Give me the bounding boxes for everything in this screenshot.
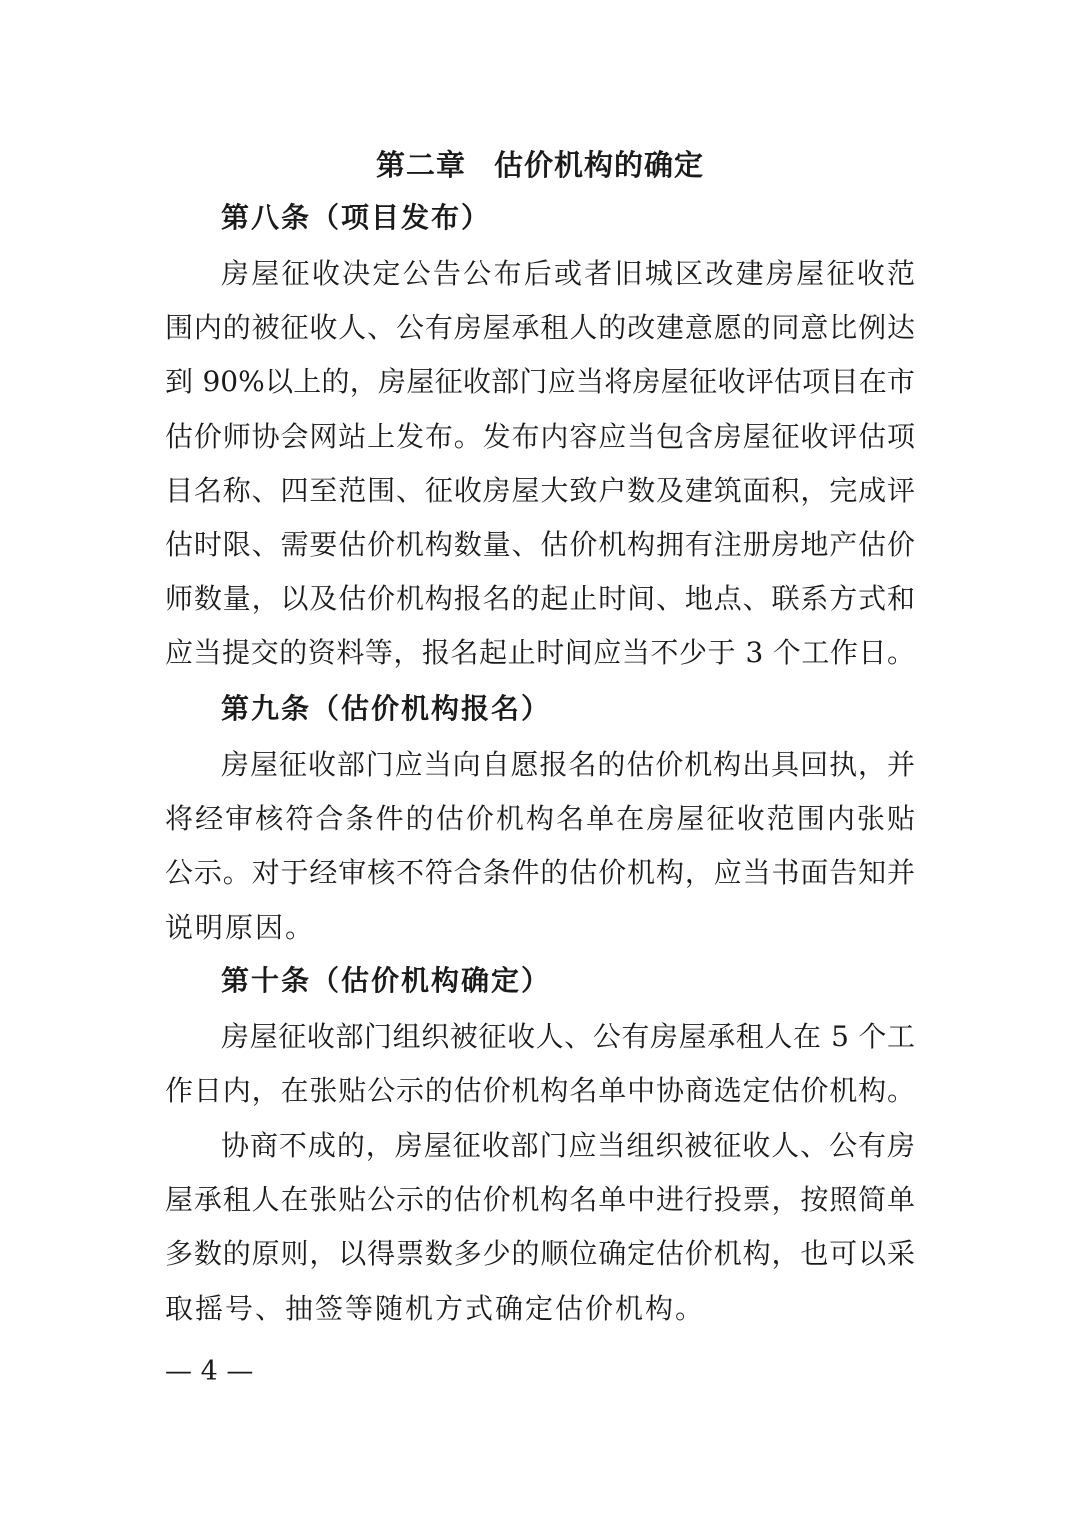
- article-10-line: 作日内，在张贴公示的估价机构名单中协商选定估价机构。: [165, 1074, 915, 1108]
- article-8-line: 估价师协会网站上发布。发布内容应当包含房屋征收评估项: [165, 419, 915, 453]
- article-10-paragraph-1: [165, 1010, 915, 1118]
- chapter-name: 估价机构的确定: [494, 148, 705, 182]
- article-8-line: 房屋征收决定公告公布后或者旧城区改建房屋征收范: [221, 257, 915, 290]
- article-10-line: 屋承租人在张贴公示的估价机构名单中进行投票，按照简单: [165, 1183, 915, 1217]
- article-9-heading: 第九条（估价机构报名）: [221, 692, 552, 725]
- article-10-line: 取摇号、抽签等随机方式确定估价机构。: [165, 1291, 706, 1325]
- article-10-line: 多数的原则，以得票数多少的顺位确定估价机构，也可以采: [165, 1237, 915, 1271]
- article-8-line: 到 90%以上的，房屋征收部门应当将房屋征收评估项目在市: [165, 365, 915, 399]
- article-8-body: [165, 247, 915, 681]
- article-9-line: 说明原因。: [165, 910, 316, 944]
- chapter-number: 第二章: [375, 148, 466, 182]
- article-8-line: 师数量，以及估价机构报名的起止时间、地点、联系方式和: [165, 582, 915, 616]
- article-9-body: [165, 738, 915, 955]
- article-9-line: 将经审核符合条件的估价机构名单在房屋征收范围内张贴: [165, 802, 915, 836]
- article-10-line: 房屋征收部门组织被征收人、公有房屋承租人在 5 个工: [221, 1020, 915, 1053]
- article-10-heading: 第十条（估价机构确定）: [221, 964, 552, 997]
- article-9-line: 公示。对于经审核不符合条件的估价机构，应当书面告知并: [165, 856, 915, 890]
- page-number: — 4 —: [165, 1356, 254, 1387]
- article-8-line: 估时限、需要估价机构数量、估价机构拥有注册房地产估价: [165, 527, 915, 561]
- article-8-line: 应当提交的资料等，报名起止时间应当不少于 3 个工作日。: [165, 636, 915, 670]
- article-8-heading: 第八条（项目发布）: [221, 201, 492, 234]
- article-9-line: 房屋征收部门应当向自愿报名的估价机构出具回执，并: [221, 748, 915, 781]
- article-10-paragraph-2: [165, 1119, 915, 1336]
- article-10-line: 协商不成的，房屋征收部门应当组织被征收人、公有房: [221, 1129, 915, 1162]
- chapter-title: [0, 140, 1080, 190]
- article-8-line: 目名称、四至范围、征收房屋大致户数及建筑面积，完成评: [165, 473, 915, 507]
- article-8-line: 围内的被征收人、公有房屋承租人的改建意愿的同意比例达: [165, 311, 915, 345]
